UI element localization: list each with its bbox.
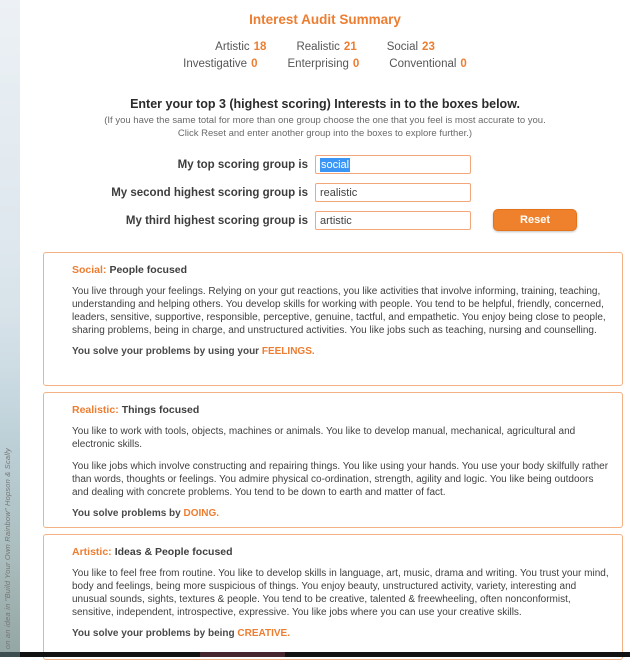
score-investigative (183, 58, 257, 70)
main-content (20, 0, 630, 657)
artistic-heading (72, 546, 610, 558)
score-value: 18 (253, 41, 267, 53)
score-conventional (389, 58, 467, 70)
score-row-2 (20, 58, 630, 70)
score-label: Enterprising (287, 58, 349, 70)
artistic-focus-label: Ideas & People focused (114, 546, 233, 558)
reset-button[interactable]: Reset (493, 209, 577, 231)
description-boxes (43, 252, 623, 666)
solve-prefix: You solve your problems by being (72, 628, 238, 639)
instructions-heading: Enter your top 3 (highest scoring) Interests in to the boxes below. (130, 97, 520, 111)
realistic-category-label: Realistic: (72, 404, 119, 416)
social-paragraph: You live through your feelings. Relying on your gut reactions, you like activities that involve informing, training, teaching, understanding and helping others. You develop skills for working with people. You tend to be helpful, friendly, concerned, leaders, sensitive, supportive, responsible, perceptive, genuine, tactful, and empathetic. You enjoy being close to people, sharing problems, being in charge, and unstructured activities. You like jobs such as teaching, nursing and counselling. (72, 286, 606, 336)
score-realistic (296, 41, 356, 53)
social-heading (72, 264, 610, 276)
bottom-bar-maroon-segment (200, 652, 285, 657)
solve-prefix: You solve your problems by using your (72, 346, 262, 357)
score-label: Social (386, 41, 419, 53)
score-value: 0 (352, 58, 360, 70)
realistic-paragraph-1: You like to work with tools, objects, machines or animals. You like to develop manual, mechanical, agricultural and electronic skills. (72, 426, 576, 450)
score-value: 23 (422, 41, 435, 53)
score-value: 0 (251, 58, 258, 70)
third-group-value: artistic (320, 214, 352, 227)
score-value: 21 (343, 41, 357, 53)
realistic-focus-label: Things focused (121, 404, 200, 416)
third-group-label: My third highest scoring group is (125, 214, 308, 227)
score-social (387, 41, 435, 53)
form-row-second-group (20, 183, 630, 202)
realistic-heading (72, 404, 610, 416)
social-solve-line (72, 346, 610, 357)
social-focus-label: People focused (109, 264, 188, 276)
artistic-paragraph: You like to feel free from routine. You like to develop skills in language, art, music, drama and writing. You trust your mind, body and feelings, being more suspicious of things. You enjoy beauty, unstructured activity, variety, interesting and unusual sounds, sights, textures & people. You tend to be creative, talented & freewheeling, often nonconformist, sensitive, independent, introspective, expressive. You like jobs where you can use your creative skills. (72, 568, 609, 618)
solve-word: DOING. (183, 508, 220, 519)
score-value: 0 (460, 58, 467, 70)
score-artistic (215, 41, 266, 53)
artistic-description-box (43, 534, 623, 660)
second-group-input[interactable] (315, 183, 471, 202)
second-group-value: realistic (320, 186, 358, 199)
score-label: Artistic (215, 41, 250, 53)
solve-word: FEELINGS. (261, 346, 315, 357)
solve-prefix: You solve problems by (72, 508, 184, 519)
instructions-note-line2: Click Reset and enter another group into the boxes to explore further.) (177, 128, 473, 140)
page-title: Interest Audit Summary (249, 12, 401, 27)
left-photo-strip (0, 0, 20, 657)
score-label: Investigative (183, 58, 248, 70)
top-group-label: My top scoring group is (177, 158, 308, 171)
social-category-label: Social: (72, 264, 107, 276)
score-label: Realistic (296, 41, 340, 53)
attribution-caption: on an idea in "Build Your Own Rainbow" Hopson & Scally (3, 447, 12, 649)
bottom-bar-teal-segment (0, 652, 20, 657)
bottom-edge-bar (0, 652, 630, 657)
realistic-paragraph-2: You like jobs which involve constructing and repairing things. You like using your hands. You use your body skilfully rather than words, thoughts or feelings. You admire physical co-ordination, strength, agility and logic. You like being outdoors and dealing with concrete problems. You tend to be down to earth and matter of fact. (72, 461, 609, 498)
realistic-solve-line (72, 508, 610, 519)
top-group-value-selected: social (321, 158, 350, 171)
social-description-box (43, 252, 623, 386)
score-enterprising (288, 58, 360, 70)
top-groups-form (20, 155, 630, 239)
second-group-label: My second highest scoring group is (111, 186, 308, 199)
solve-word: CREATIVE. (237, 628, 291, 639)
form-row-top-group (20, 155, 630, 174)
realistic-description-box (43, 392, 623, 528)
instructions-note-line1: (If you have the same total for more than one group choose the one that you feel is most accurate to you. (104, 115, 546, 126)
score-label: Conventional (389, 58, 457, 70)
artistic-category-label: Artistic: (72, 546, 112, 558)
score-row-1 (20, 41, 630, 53)
top-group-input[interactable] (315, 155, 471, 174)
third-group-input[interactable] (315, 211, 471, 230)
artistic-solve-line (72, 628, 610, 639)
